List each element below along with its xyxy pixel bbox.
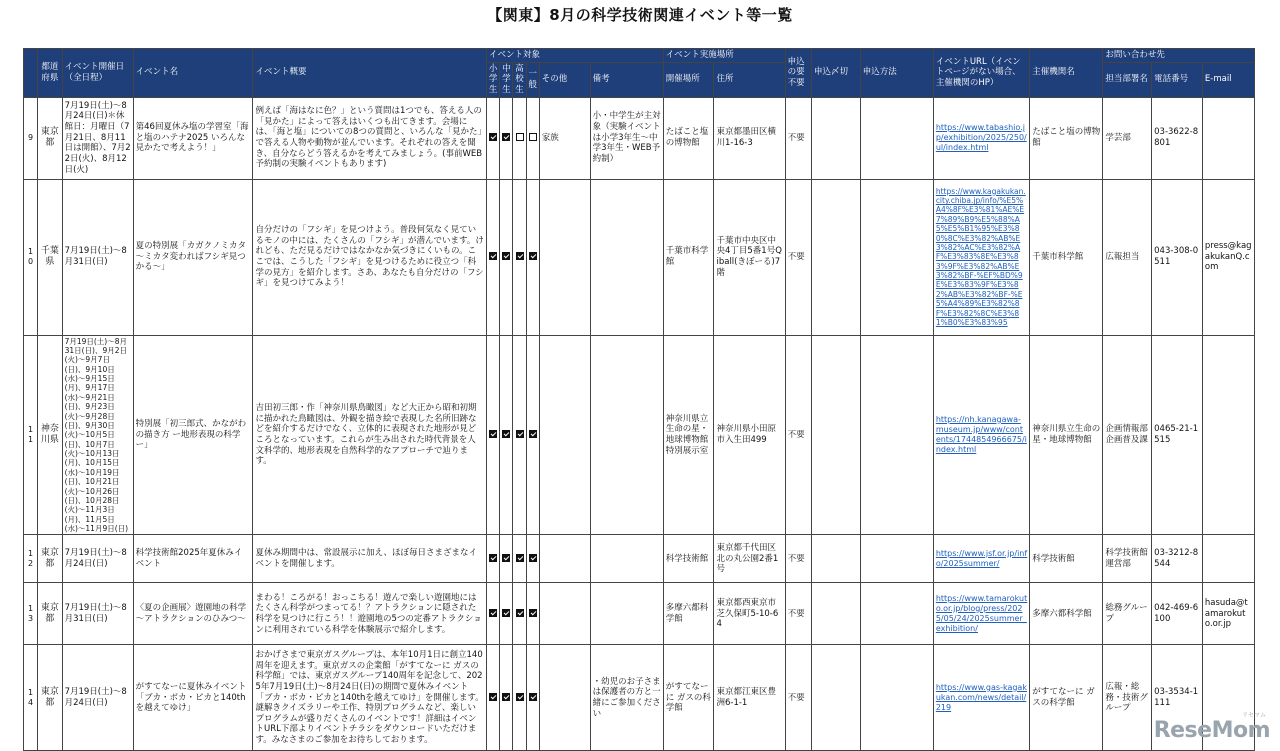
checkbox-icon <box>502 554 510 562</box>
checkbox-icon <box>502 133 510 141</box>
row-organizer: 千葉市科学館 <box>1030 179 1103 335</box>
header-deadline: 申込〆切 <box>811 49 860 98</box>
header-contact-group: お問い合わせ先 <box>1103 49 1255 63</box>
row-other <box>539 179 590 335</box>
checkbox-icon <box>489 693 497 701</box>
table-row <box>24 645 1255 751</box>
row-elem-check <box>487 583 500 645</box>
row-organizer: 多摩六都科学館 <box>1030 583 1103 645</box>
row-other <box>539 583 590 645</box>
header-mid: 中学生 <box>500 62 513 97</box>
row-dept: 科学技術館運営部 <box>1103 535 1152 583</box>
row-deadline <box>811 179 860 335</box>
row-apply: 不要 <box>785 535 811 583</box>
page-title: 【関東】8月の科学技術関連イベント等一覧 <box>487 6 793 24</box>
row-dept: 学芸部 <box>1103 97 1152 179</box>
row-mid-check <box>500 97 513 179</box>
checkbox-icon <box>529 430 537 438</box>
checkbox-icon <box>516 693 524 701</box>
row-url-link[interactable]: https://www.jsf.or.jp/info/2025summer/ <box>933 535 1029 583</box>
row-high-check <box>513 335 526 535</box>
row-other: 家族 <box>539 97 590 179</box>
row-elem-check <box>487 179 500 335</box>
row-general-check <box>526 583 539 645</box>
row-general-check <box>526 645 539 751</box>
checkbox-icon <box>529 693 537 701</box>
row-address: 東京都墨田区横川1-16-3 <box>714 97 785 179</box>
checkbox-icon <box>529 554 537 562</box>
header-phone: 電話番号 <box>1152 62 1203 97</box>
header-target-group: イベント対象 <box>487 49 664 63</box>
header-remarks: 備考 <box>590 62 663 97</box>
row-number: 14 <box>24 645 38 751</box>
checkbox-icon <box>516 252 524 260</box>
header-general: 一般 <box>526 62 539 97</box>
row-url-link[interactable]: https://www.tabashio.jp/exhibition/2025/250/ul/index.html <box>933 97 1029 179</box>
row-deadline <box>811 535 860 583</box>
row-address: 東京都千代田区北の丸公園2番1号 <box>714 535 785 583</box>
header-summary: イベント概要 <box>253 49 487 98</box>
row-elem-check <box>487 97 500 179</box>
row-name: 〈夏の企画展〉遊園地の科学 〜アトラクションのひみつ〜 <box>133 583 253 645</box>
row-email <box>1202 97 1254 179</box>
row-summary: 吉田初三郎・作「神奈川県鳥瞰図」など大正から昭和初期に描かれた鳥瞰図は、外観を描き絵で表現した名所旧跡などを紹介するだけでなく、立体的に表現された地形が見どころとなっています。これらが生み出された時代背景を人文科学的、地形表現を自然科学的なアプローチで辿ります。 <box>253 335 487 535</box>
header-date: イベント開催日（全日程） <box>62 49 133 98</box>
row-phone: 03-3534-1111 <box>1152 645 1203 751</box>
checkbox-icon <box>489 609 497 617</box>
row-phone: 043-308-0511 <box>1152 179 1203 335</box>
row-method <box>860 535 933 583</box>
row-name: がすてなーに夏休みイベント「ブカ・ボカ・ピカと140thを越えてゆけ」 <box>133 645 253 751</box>
checkbox-icon <box>489 430 497 438</box>
row-name: 特別展「初三郎式、かながわの描き方 ー地形表現の科学ー」 <box>133 335 253 535</box>
row-method <box>860 97 933 179</box>
row-remarks <box>590 179 663 335</box>
row-apply: 不要 <box>785 335 811 535</box>
row-high-check <box>513 179 526 335</box>
row-high-check <box>513 97 526 179</box>
row-deadline <box>811 645 860 751</box>
row-mid-check <box>500 179 513 335</box>
checkbox-icon <box>529 252 537 260</box>
row-deadline <box>811 583 860 645</box>
table-row <box>24 583 1255 645</box>
row-pref: 千葉県 <box>38 179 62 335</box>
row-url-link[interactable]: https://www.gas-kagakukan.com/news/detail/219 <box>933 645 1029 751</box>
header-high: 高校生 <box>513 62 526 97</box>
row-general-check <box>526 335 539 535</box>
row-url-link[interactable]: https://nh.kanagawa-museum.jp/www/contents/1744854966675/index.html <box>933 335 1029 535</box>
row-remarks: ・幼児のお子さまは保護者の方と一緒にご参加ください <box>590 645 663 751</box>
row-other <box>539 335 590 535</box>
row-pref: 東京都 <box>38 583 62 645</box>
row-address: 千葉市中央区中央4丁目5番1号Qiball(きぼーる)7階 <box>714 179 785 335</box>
row-other <box>539 645 590 751</box>
row-summary: 自分だけの「フシギ」を見つけよう。普段何気なく見ているモノの中には、たくさんの「フシギ」が潜んでいます。けれども、ただ見るだけではなかなか気づきにくいもの。ここでは、こうした「フシギ」を見つけるために役立つ「科学の見方」を紹介します。さあ、あなたも自分だけの「フシギ」を見つけてみよう！ <box>253 179 487 335</box>
row-venue: 多摩六都科学館 <box>663 583 714 645</box>
row-pref: 東京都 <box>38 97 62 179</box>
header-num <box>24 49 38 98</box>
row-venue: 科学技術館 <box>663 535 714 583</box>
checkbox-icon <box>489 554 497 562</box>
checkbox-icon <box>502 252 510 260</box>
row-organizer: たばこと塩の博物館 <box>1030 97 1103 179</box>
header-url: イベントURL（イベントページがない場合、主催機関のHP） <box>933 49 1029 98</box>
row-high-check <box>513 645 526 751</box>
logo-subtitle: リセマム <box>1242 712 1266 719</box>
row-date: 7月19日(土)〜8月31日(日) <box>62 179 133 335</box>
row-dept: 広報担当 <box>1103 179 1152 335</box>
row-elem-check <box>487 645 500 751</box>
checkbox-icon <box>529 133 537 141</box>
row-remarks <box>590 535 663 583</box>
row-url-link[interactable]: https://www.tamarokuto.or.jp/blog/press/2025/05/24/2025summer_exhibition/ <box>933 583 1029 645</box>
row-organizer: がすてなーに ガスの科学館 <box>1030 645 1103 751</box>
row-method <box>860 335 933 535</box>
row-email: press@kagakukanQ.com <box>1202 179 1254 335</box>
header-address: 住所 <box>714 62 785 97</box>
checkbox-icon <box>502 609 510 617</box>
row-high-check <box>513 583 526 645</box>
table-row <box>24 97 1255 179</box>
row-high-check <box>513 535 526 583</box>
row-phone: 03-3622-8801 <box>1152 97 1203 179</box>
row-dept: 企画情報部 企画普及課 <box>1103 335 1152 535</box>
row-date: 7月19日(土)〜8月24日(日) <box>62 645 133 751</box>
header-apply-needed: 申込の要不要 <box>785 49 811 98</box>
row-venue: たばこと塩の博物館 <box>663 97 714 179</box>
row-apply: 不要 <box>785 583 811 645</box>
header-email: E-mail <box>1202 62 1254 97</box>
row-remarks <box>590 583 663 645</box>
row-deadline <box>811 335 860 535</box>
row-mid-check <box>500 335 513 535</box>
row-mid-check <box>500 535 513 583</box>
row-summary: 例えば「海はなに色？」という質問は1つでも、答える人の「見かた」によって答えはいくつも出てきます。会場には、「海と塩」についての8つの質問と、いろんな「見かた」で答える人物や動物が並んでいます。それぞれの答えを聞き、自分ならどう答えるかを考えてみましょう。(事前WEB予約制の実験イベントもあります) <box>253 97 487 179</box>
row-number: 9 <box>24 97 38 179</box>
row-other <box>539 535 590 583</box>
checkbox-icon <box>489 252 497 260</box>
row-number: 10 <box>24 179 38 335</box>
row-elem-check <box>487 535 500 583</box>
row-method <box>860 179 933 335</box>
row-organizer: 神奈川県立生命の星・地球博物館 <box>1030 335 1103 535</box>
row-apply: 不要 <box>785 645 811 751</box>
row-pref: 神奈川県 <box>38 335 62 535</box>
row-number: 11 <box>24 335 38 535</box>
checkbox-icon <box>502 430 510 438</box>
row-address: 東京都江東区豊洲6-1-1 <box>714 645 785 751</box>
row-date: 7月19日(土)〜8月24日(日) <box>62 535 133 583</box>
checkbox-icon <box>516 430 524 438</box>
row-organizer: 科学技術館 <box>1030 535 1103 583</box>
row-url-link[interactable]: https://www.kagakukan.city.chiba.jp/info/%E5%A4%8F%E3%81%AE%E7%89%B9%E5%88%A5%E5%B1%95%E3%80%8C%E3%82%AB%E3%82%AC%E3%82%AF%E3%83%8E%E3%83%9F%E3%82%AB%E3%82%BF-%EF%BD%9E%E3%83%9F%E3%82%AB%E3%82%BF-%E5%A4%89%E3%82%8F%E3%82%8C%E3%81%B0%E3%83%95 <box>933 179 1029 335</box>
row-date: 7月19日(土)〜8月24日(日)＊休館日：月曜日（7月21日、8月11日は開館）、7月22日(火)、8月12日(火) <box>62 97 133 179</box>
row-venue: がすてなーに ガスの科学館 <box>663 645 714 751</box>
checkbox-icon <box>489 133 497 141</box>
row-elem-check <box>487 335 500 535</box>
table-row <box>24 179 1255 335</box>
row-remarks <box>590 335 663 535</box>
row-phone: 03-3212-8544 <box>1152 535 1203 583</box>
row-email: hasuda@tamarokuto.or.jp <box>1202 583 1254 645</box>
header-other: その他 <box>539 62 590 97</box>
row-general-check <box>526 179 539 335</box>
header-method: 申込方法 <box>860 49 933 98</box>
row-summary: まわる！ころがる！おっこちる！遊んで楽しい遊園地にはたくさん科学がつまってる！？アトラクションに隠された科学を見つけに行こう！！遊園地の5つの定番アトラクションに利用されている科学を体験展示で紹介します。 <box>253 583 487 645</box>
checkbox-icon <box>529 609 537 617</box>
row-name: 夏の特別展「カガクノミカタ 〜ミカタ変わればフシギ見つかる〜」 <box>133 179 253 335</box>
checkbox-icon <box>516 609 524 617</box>
row-date: 7月19日(土)〜8月31日(日)、9月2日(火)〜9月7日(日)、9月10日(水)〜9月15日(月)、9月17日(水)〜9月21日(日)、9月23日(火)〜9月28日(日)、9月30日(火)〜10月5日(日)、10月7日(火)〜10月13日(月)、10月15日(水)〜10月19日(日)、10月21日(火)〜10月26日(日)、10月28日(火)〜11月3日(月)、11月5日(水)〜11月9日(日) <box>62 335 133 535</box>
checkbox-icon <box>502 693 510 701</box>
row-phone: 0465-21-1515 <box>1152 335 1203 535</box>
header-venue-group: イベント実施場所 <box>663 49 785 63</box>
row-mid-check <box>500 645 513 751</box>
row-email <box>1202 535 1254 583</box>
row-name: 科学技術館2025年夏休みイベント <box>133 535 253 583</box>
header-venue: 開催場所 <box>663 62 714 97</box>
row-email <box>1202 335 1254 535</box>
row-number: 12 <box>24 535 38 583</box>
row-pref: 東京都 <box>38 645 62 751</box>
row-address: 神奈川県小田原市入生田499 <box>714 335 785 535</box>
row-venue: 神奈川県立生命の星・地球博物館 特別展示室 <box>663 335 714 535</box>
row-dept: 総務グループ <box>1103 583 1152 645</box>
row-date: 7月19日(土)〜8月31日(日) <box>62 583 133 645</box>
table-row <box>24 535 1255 583</box>
checkbox-icon <box>516 554 524 562</box>
row-pref: 東京都 <box>38 535 62 583</box>
row-method <box>860 645 933 751</box>
row-deadline <box>811 97 860 179</box>
row-mid-check <box>500 583 513 645</box>
header-dept: 担当部署名 <box>1103 62 1152 97</box>
table-row <box>24 335 1255 535</box>
header-pref: 都道府県 <box>38 49 62 98</box>
checkbox-icon <box>516 133 524 141</box>
header-name: イベント名 <box>133 49 253 98</box>
row-number: 13 <box>24 583 38 645</box>
row-dept: 広報・総務・技術グループ <box>1103 645 1152 751</box>
row-general-check <box>526 97 539 179</box>
resemom-logo: ReseMom <box>1153 718 1270 743</box>
row-method <box>860 583 933 645</box>
row-summary: おかげさまで東京ガスグループは、本年10月1日に創立140周年を迎えます。東京ガスの企業館「がすてなーに ガスの科学館」では、東京ガスグループ140周年を記念して、2025年7月19日(土)〜8月24日(日)の期間で夏休みイベント「ブカ・ボカ・ピカと140thを越えてゆけ」を開催します。謎解きクイズラリーや工作、特別プログラムなど、楽しいプログラムが盛りだくさんのイベントです！詳細はイベントURL下部よりイベントチラシをダウンロードいただけます。みなさまのご参加をお待ちしております。 <box>253 645 487 751</box>
header-organizer: 主催機関名 <box>1030 49 1103 98</box>
row-general-check <box>526 535 539 583</box>
row-summary: 夏休み期間中は、常設展示に加え、ほぼ毎日さまざまなイベントを開催します。 <box>253 535 487 583</box>
row-address: 東京都西東京市芝久保町5-10-64 <box>714 583 785 645</box>
row-name: 第46回夏休み塩の学習室「海と塩のハテナ2025 いろんな見かたで考えよう！」 <box>133 97 253 179</box>
row-apply: 不要 <box>785 97 811 179</box>
row-venue: 千葉市科学館 <box>663 179 714 335</box>
row-phone: 042-469-6100 <box>1152 583 1203 645</box>
row-remarks: 小・中学生が主対象（実験イベントは小学3年生〜中学3年生・WEB予約制） <box>590 97 663 179</box>
header-elem: 小学生 <box>487 62 500 97</box>
events-table <box>23 48 1255 751</box>
row-apply: 不要 <box>785 179 811 335</box>
